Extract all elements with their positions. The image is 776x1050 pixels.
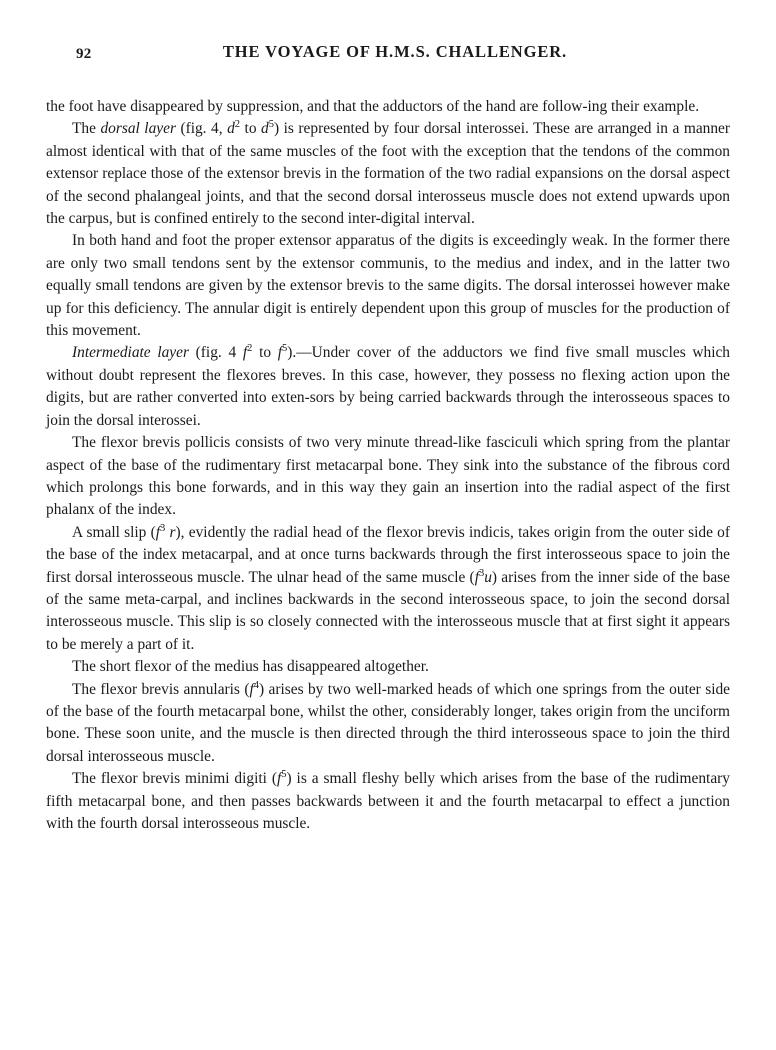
body-paragraph: The flexor brevis annularis $(f^4)$ arises by two well-marked heads of which one springs from the outer side of the base of the fourth metacarpal bone, whilst the other, considerably longer, takes origin from the unciform bone. These soon unite, and the muscle is then directed through the third interosseous space to join the third dorsal interosseous muscle. <box>46 679 731 765</box>
body-paragraph: In both hand and foot the proper extensor apparatus of the digits is exceedingly weak. In the former there are only two small tendons sent by the extensor communis, to the medius and index, and in the latter two equally small tendons are given by the extensor brevis to the same digits. The dorsal interossei however make up for this deficiency. The annular digit is entirely dependent upon this group of muscles for the production of this movement. <box>46 232 730 340</box>
body-paragraph: Intermediate layer (fig. 4 $f^2$ to $f^5).—Under$ cover of the adductors we find five small muscles which without doubt represent the flexores breves. In this case, however, they possess no flexing action upon the digits, but are rather converted into exten-sors by being carried backwards through the interosseous spaces to join the dorsal interossei. <box>46 343 730 429</box>
body-paragraph: the foot have disappeared by suppression, and that the adductors of the hand are follow-ing their example. <box>46 98 700 115</box>
body-paragraph: The short flexor of the medius has disappeared altogether. <box>72 658 429 676</box>
page-body <box>46 96 730 835</box>
page-header <box>46 42 730 76</box>
body-paragraph: The flexor brevis minimi digiti $(f^5)$ is a small fleshy belly which arises from the base of the rudimentary fifth metacarpal bone, and then passes backwards between it and the fourth metacarpal to effect a junction with the fourth dorsal interosseous muscle. <box>46 769 730 832</box>
body-paragraph: A small slip ($f^3$ r), evidently the radial head of the flexor brevis indicis, takes origin from the outer side of the base of the index metacarpal, and at once turns backwards through the first interosseous space to join the first dorsal interosseous muscle. The ulnar head of the same muscle $(f^3u)$ arises from the inner side of the base of the same meta-carpal, and inclines backwards in the second interosseous space, to join the second dorsal interosseous muscle. This slip is so closely connected with the interosseous muscle that at first sight it appears to be merely a part of it. <box>46 522 730 653</box>
body-paragraph: The flexor brevis pollicis consists of two very minute thread-like fasciculi which spring from the plantar aspect of the base of the rudimentary first metacarpal bone. They sink into the substance of the fibrous cord which prolongs this bone forwards, and in this way they gain an insertion into the radial aspect of the first phalanx of the index. <box>46 434 730 519</box>
running-head: THE VOYAGE OF H.M.S. CHALLENGER. <box>222 42 568 61</box>
body-paragraph: The dorsal layer (fig. 4, $d^2$ to $d^5$) is represented by four dorsal interossei. These are arranged in a manner almost identical with that of the same muscles of the foot with the exception that the tendons of the common extensor replace those of the extensor brevis in the formation of the two radial expansions on the dorsal aspect of the second phalangeal joints, and that the second dorsal interosseus muscle does not extend upwards upon the carpus, but is confined entirely to the second inter-digital interval. <box>46 119 730 228</box>
page-number: 92 <box>76 46 92 62</box>
